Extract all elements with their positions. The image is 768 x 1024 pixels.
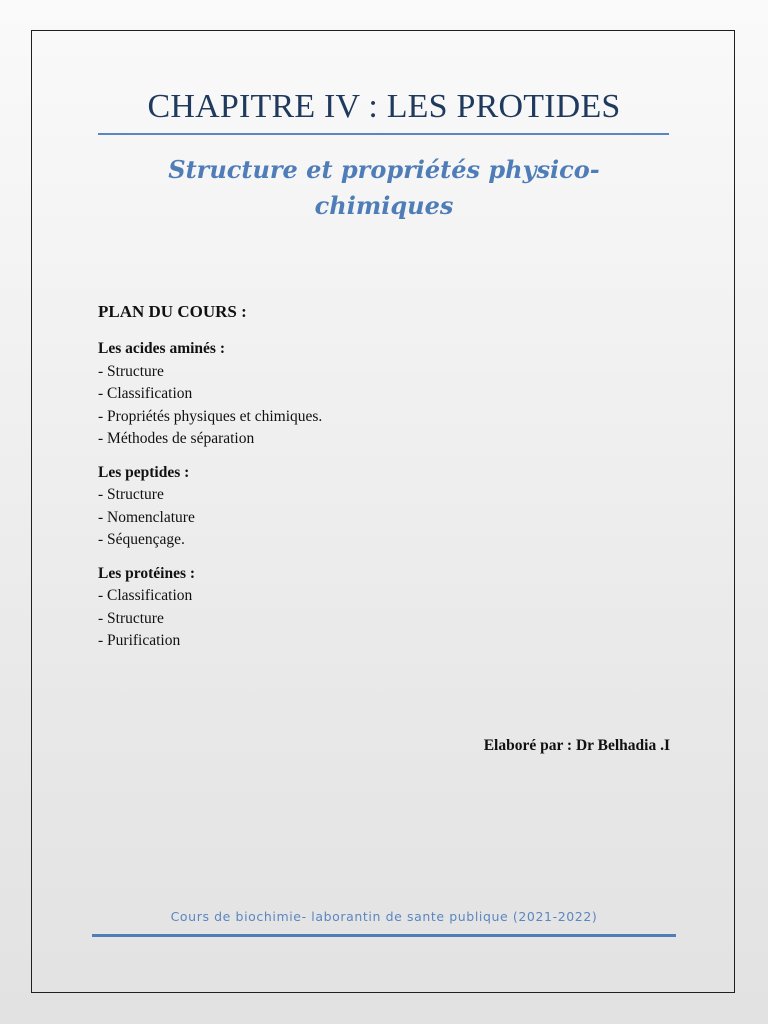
- section-heading: Les acides aminés :: [98, 340, 226, 357]
- section-amino-acids: [98, 338, 658, 451]
- list-item: - Nomenclature: [98, 508, 195, 526]
- section-heading: Les protéines :: [98, 564, 196, 582]
- course-plan: [98, 302, 658, 664]
- chapter-subtitle: [130, 152, 638, 224]
- section-proteins: [98, 563, 658, 653]
- author-credit: Elaboré par : Dr Belhadia .I: [483, 737, 670, 754]
- chapter-title: CHAPITRE IV : LES PROTIDES: [147, 88, 621, 125]
- list-item: - Structure: [98, 362, 164, 380]
- section-peptides: [98, 462, 658, 552]
- page-footer: Cours de biochimie- laborantin de sante publique (2021-2022): [170, 909, 598, 924]
- list-item: - Méthodes de séparation: [98, 430, 255, 447]
- section-heading: Les peptides :: [98, 463, 190, 481]
- footer-rule: [92, 934, 676, 937]
- list-item: - Propriétés physiques et chimiques.: [98, 407, 323, 425]
- list-item: - Purification: [98, 632, 181, 649]
- list-item: - Structure: [98, 486, 164, 503]
- subtitle-line-2: chimiques: [314, 191, 454, 220]
- list-item: - Classification: [98, 385, 193, 402]
- list-item: - Classification: [98, 587, 193, 604]
- list-item: - Structure: [98, 609, 164, 627]
- list-item: - Séquençage.: [98, 531, 185, 548]
- subtitle-line-1: Structure et propriétés physico-: [168, 155, 600, 184]
- plan-title: PLAN DU COURS :: [98, 302, 247, 321]
- title-underline: [98, 133, 669, 135]
